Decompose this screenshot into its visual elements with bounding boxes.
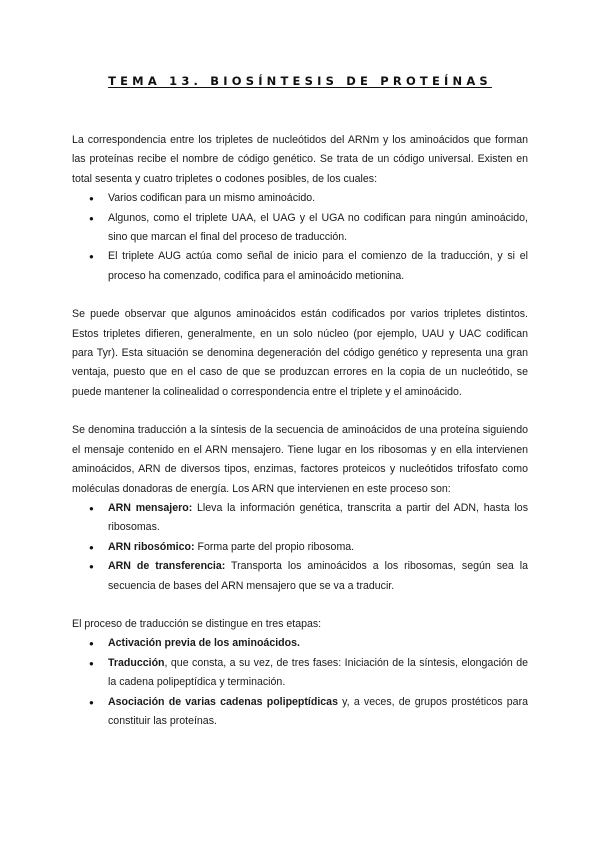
list-item-text: Transporta los aminoácidos a los ribosomas, según sea la secuencia de bases del ARN mensajero que se va a traducir. xyxy=(108,560,528,592)
list-item: ● Varios codifican para un mismo aminoácido. xyxy=(72,189,528,208)
paragraph-stages: El proceso de traducción se distingue en tres etapas: xyxy=(72,617,322,630)
page-title xyxy=(0,74,600,88)
document-body xyxy=(72,131,528,731)
codon-list xyxy=(72,189,528,286)
list-item-term: ARN de transferencia: xyxy=(108,560,226,573)
list-item xyxy=(72,693,528,732)
list-item xyxy=(72,654,528,693)
list-item-text: Forma parte del propio ribosoma. xyxy=(194,540,355,553)
list-item-text: y, a veces, de grupos prostéticos para constituir las proteínas. xyxy=(108,695,528,727)
list-item-term: Traducción xyxy=(108,656,165,669)
list-item: ● Algunos, como el triplete UAA, el UAG y el UGA no codifican para ningún aminoácido, sino que marcan el final del proceso de traducción. xyxy=(72,209,528,248)
paragraph-translation: Se denomina traducción a la síntesis de la secuencia de aminoácidos de una proteína siguiendo el mensaje contenido en el ARN mensajero. Tiene lugar en los ribosomas y en ella intervienen aminoácidos, ARN de diversos tipos, enzimas, factores proteicos y nucleótidos trifosfato como moléculas donadoras de energía. Los ARN que intervienen en este proceso son: xyxy=(72,424,528,495)
list-item: ● El triplete AUG actúa como señal de inicio para el comienzo de la traducción, y si el proceso ha comenzado, codifica para el aminoácido metionina. xyxy=(72,247,528,286)
paragraph-degeneracy: Se puede observar que algunos aminoácidos están codificados por varios tripletes distintos. Estos tripletes difieren, generalmente, en un solo núcleo (por ejemplo, UAU y UAC codifican para Tyr). Esta situación se denomina degeneración del código genético y representa una gran ventaja, puesto que en el caso de que se produzcan errores en la copia de un nucleótido, se puede mantener la colinealidad o correspondencia entre el triplete y el aminoácido. xyxy=(72,308,528,398)
list-item xyxy=(72,557,528,596)
list-item xyxy=(72,538,528,557)
list-item-term: Activación previa de los aminoácidos. xyxy=(108,637,300,650)
list-item-term: ARN ribosómico: xyxy=(108,540,195,553)
list-item xyxy=(72,634,528,653)
page-title-text: TEMA 13. BIOSÍNTESIS DE PROTEÍNAS xyxy=(108,74,492,88)
list-item-text: Lleva la información genética, transcrita a partir del ADN, hasta los ribosomas. xyxy=(108,501,528,534)
list-item xyxy=(72,499,528,538)
rna-types-list xyxy=(72,499,528,596)
stages-list xyxy=(72,634,528,731)
list-item-term: ARN mensajero: xyxy=(108,501,193,514)
list-item-text: , que consta, a su vez, de tres fases: Iniciación de la síntesis, elongación de la cadena polipeptídica y terminación. xyxy=(108,656,528,689)
paragraph-genetic-code: La correspondencia entre los tripletes de nucleótidos del ARNm y los aminoácidos que forman las proteínas recibe el nombre de código genético. Se trata de un código universal. Existen en total sesenta y cuatro tripletes o codones posibles, de los cuales: xyxy=(72,134,528,185)
list-item-term: Asociación de varias cadenas polipeptídicas xyxy=(108,695,338,708)
